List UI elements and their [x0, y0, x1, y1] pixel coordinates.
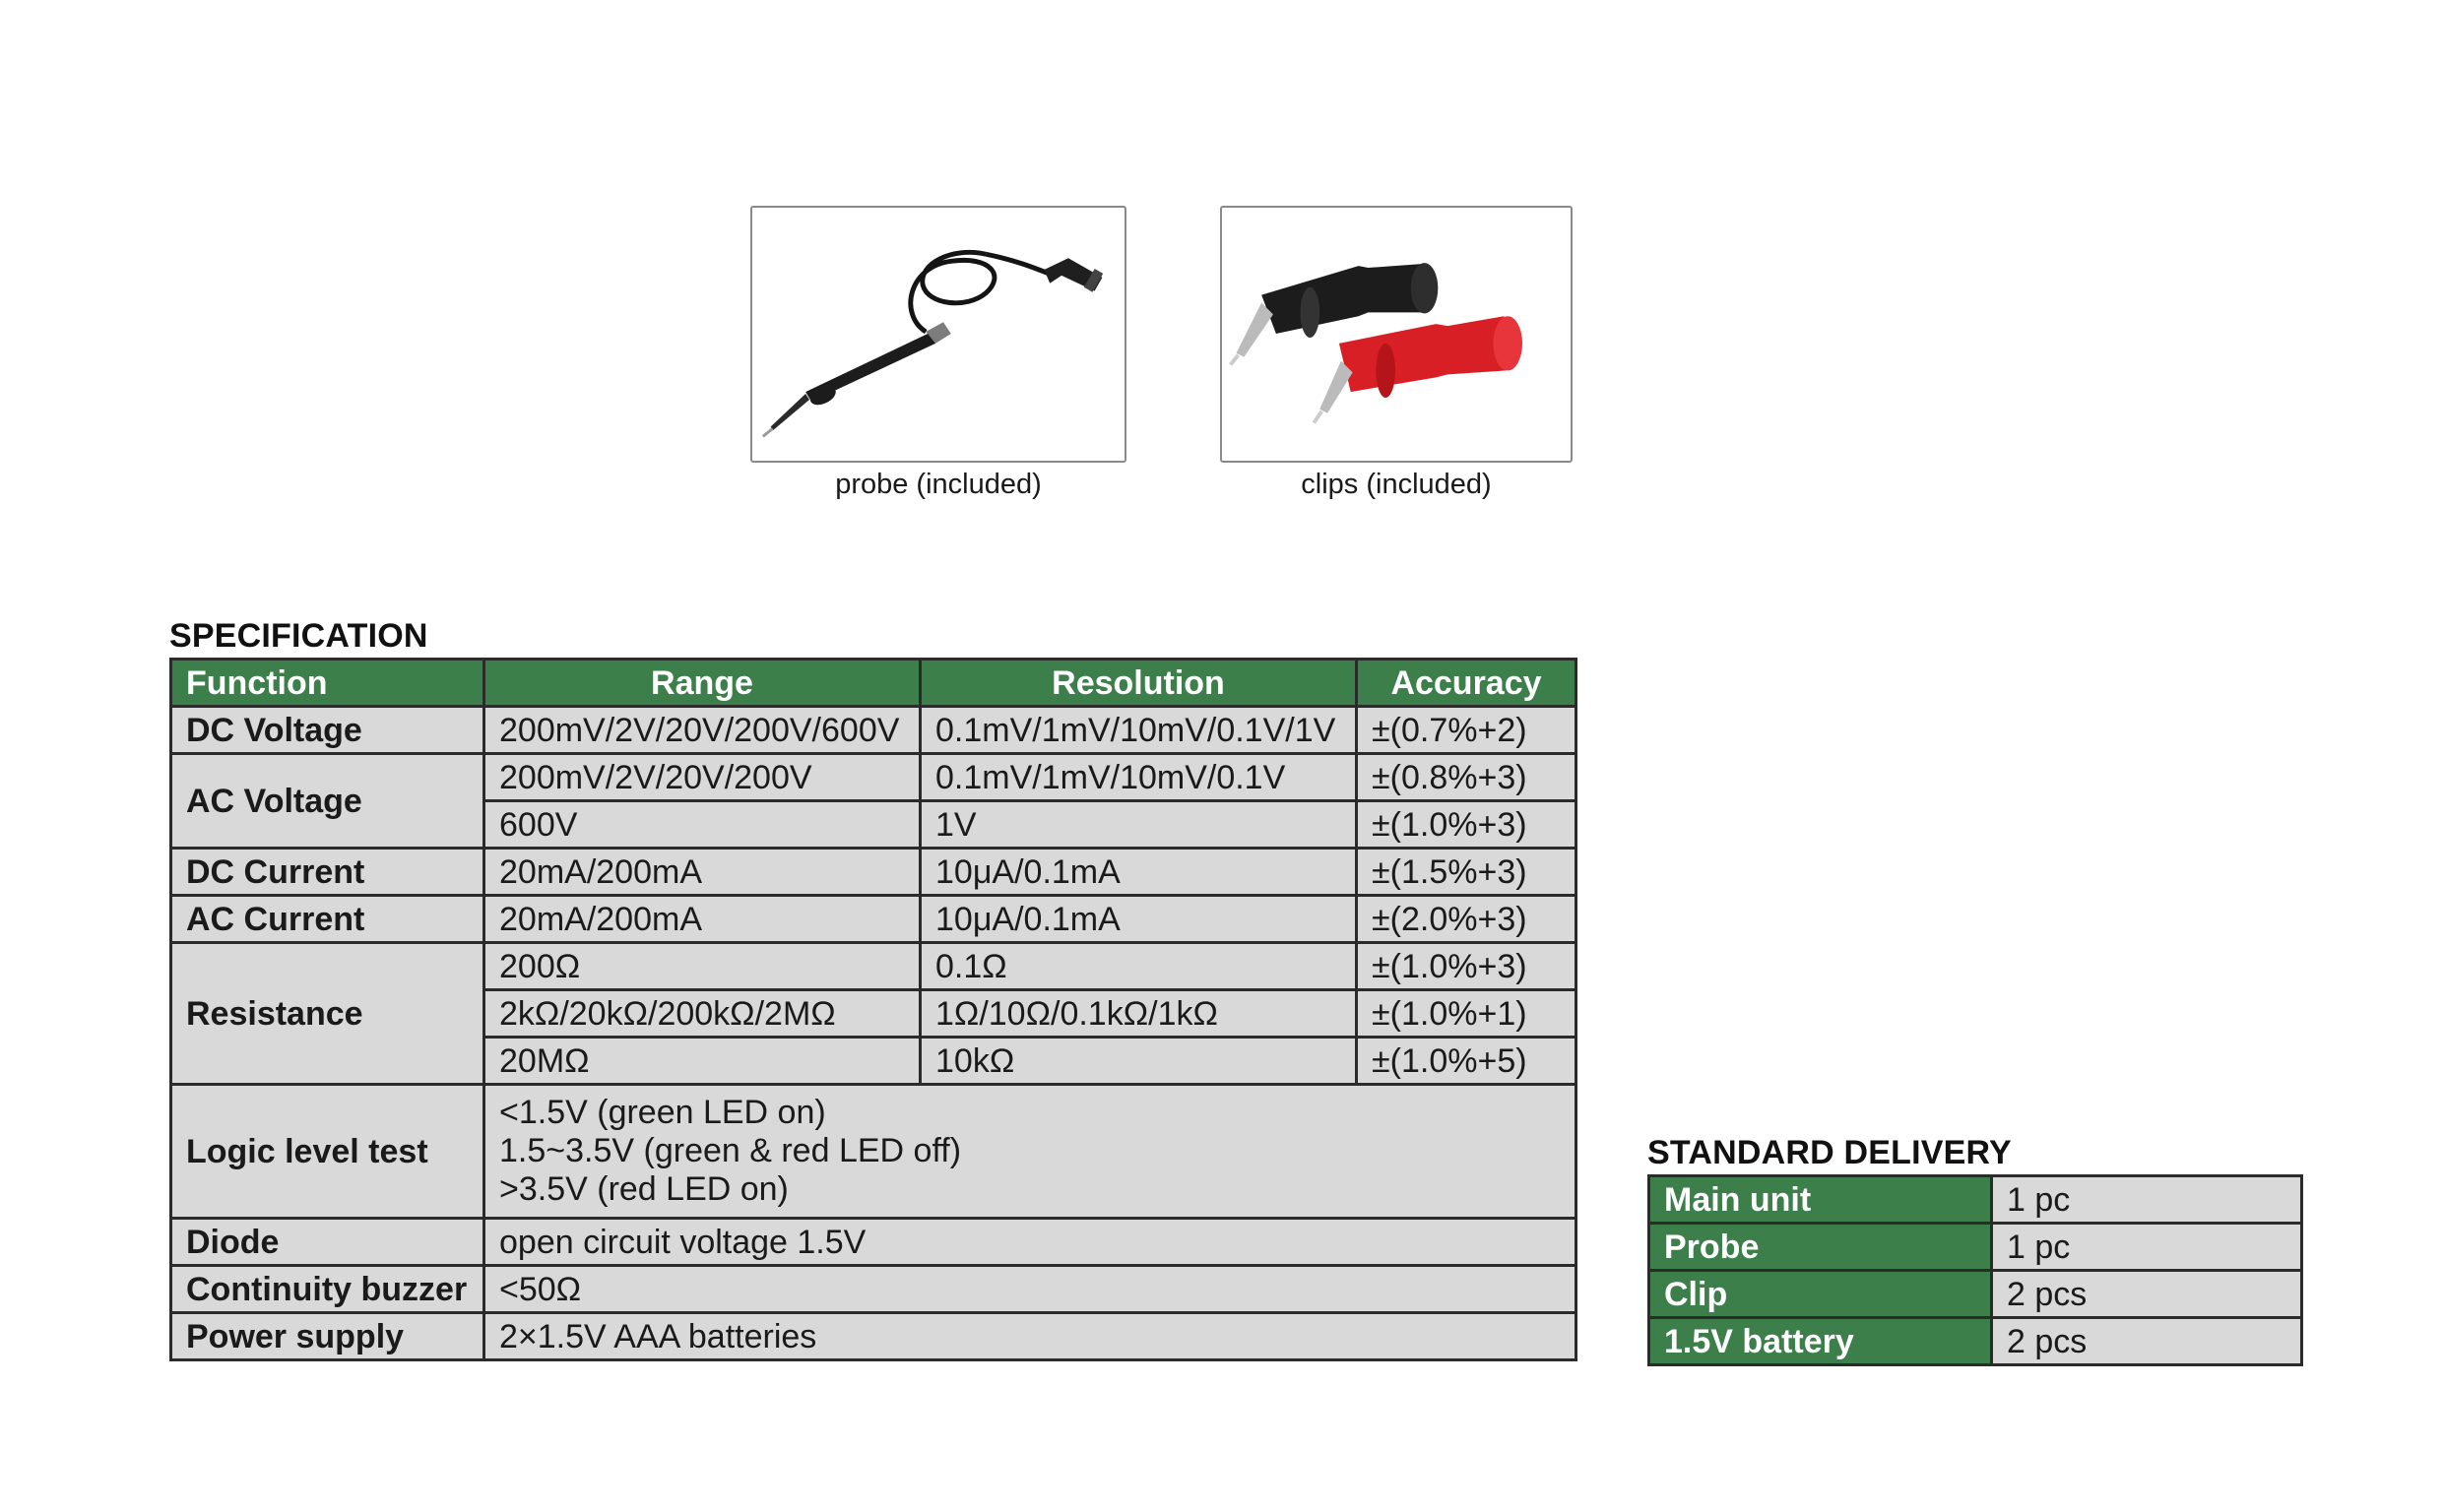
delivery-qty: 1 pc [1992, 1176, 2302, 1224]
range-cell: 20MΩ [484, 1038, 921, 1085]
table-row [171, 896, 1576, 943]
table-row [171, 1219, 1576, 1266]
range-cell: 20mA/200mA [484, 896, 921, 943]
function-continuity: Continuity buzzer [171, 1266, 484, 1313]
table-row [171, 943, 1576, 990]
spec-header-row [171, 660, 1576, 707]
delivery-item: Main unit [1649, 1176, 1992, 1224]
function-dc-current: DC Current [171, 849, 484, 896]
range-cell: 600V [484, 801, 921, 849]
range-cell: 2kΩ/20kΩ/200kΩ/2MΩ [484, 990, 921, 1038]
resolution-cell: 10μA/0.1mA [921, 849, 1357, 896]
table-row [171, 1266, 1576, 1313]
delivery-table [1647, 1174, 2303, 1366]
table-row [171, 754, 1576, 801]
accuracy-cell: ±(1.0%+1) [1357, 990, 1576, 1038]
range-cell: 200mV/2V/20V/200V/600V [484, 707, 921, 754]
accuracy-cell: ±(1.5%+3) [1357, 849, 1576, 896]
function-resistance: Resistance [171, 943, 484, 1085]
function-ac-voltage: AC Voltage [171, 754, 484, 849]
function-logic-level: Logic level test [171, 1085, 484, 1219]
table-row [1649, 1176, 2302, 1224]
power-supply-value: 2×1.5V AAA batteries [484, 1313, 1576, 1360]
table-row [171, 1085, 1576, 1219]
probe-photo [750, 206, 1126, 463]
specification-table [169, 658, 1577, 1361]
probe-caption: probe (included) [835, 469, 1042, 500]
resolution-cell: 1V [921, 801, 1357, 849]
table-row [171, 1313, 1576, 1360]
header-accuracy: Accuracy [1357, 660, 1576, 707]
logic-level-values [484, 1085, 1576, 1219]
accuracy-cell: ±(0.8%+3) [1357, 754, 1576, 801]
accuracy-cell: ±(0.7%+2) [1357, 707, 1576, 754]
delivery-qty: 2 pcs [1992, 1271, 2302, 1318]
range-cell: 20mA/200mA [484, 849, 921, 896]
resolution-cell: 10μA/0.1mA [921, 896, 1357, 943]
accuracy-cell: ±(1.0%+5) [1357, 1038, 1576, 1085]
probe-image [752, 208, 1125, 461]
logic-line: <1.5V (green LED on) [499, 1094, 826, 1131]
function-power-supply: Power supply [171, 1313, 484, 1360]
specification-title: SPECIFICATION [169, 617, 428, 655]
clips-photo [1220, 206, 1573, 463]
range-cell: 200mV/2V/20V/200V [484, 754, 921, 801]
table-row [1649, 1224, 2302, 1271]
table-row [1649, 1318, 2302, 1365]
resolution-cell: 1Ω/10Ω/0.1kΩ/1kΩ [921, 990, 1357, 1038]
table-row [1649, 1271, 2302, 1318]
delivery-qty: 2 pcs [1992, 1318, 2302, 1365]
table-row [171, 849, 1576, 896]
logic-line: >3.5V (red LED on) [499, 1170, 789, 1208]
header-range: Range [484, 660, 921, 707]
table-row [171, 707, 1576, 754]
resolution-cell: 0.1Ω [921, 943, 1357, 990]
diode-value: open circuit voltage 1.5V [484, 1219, 1576, 1266]
function-ac-current: AC Current [171, 896, 484, 943]
resolution-cell: 10kΩ [921, 1038, 1357, 1085]
resolution-cell: 0.1mV/1mV/10mV/0.1V/1V [921, 707, 1357, 754]
delivery-item: Probe [1649, 1224, 1992, 1271]
accuracy-cell: ±(2.0%+3) [1357, 896, 1576, 943]
delivery-qty: 1 pc [1992, 1224, 2302, 1271]
clips-caption: clips (included) [1301, 469, 1492, 500]
accuracy-cell: ±(1.0%+3) [1357, 801, 1576, 849]
delivery-item: 1.5V battery [1649, 1318, 1992, 1365]
logic-line: 1.5~3.5V (green & red LED off) [499, 1132, 962, 1169]
function-dc-voltage: DC Voltage [171, 707, 484, 754]
header-resolution: Resolution [921, 660, 1357, 707]
function-diode: Diode [171, 1219, 484, 1266]
accuracy-cell: ±(1.0%+3) [1357, 943, 1576, 990]
continuity-value: <50Ω [484, 1266, 1576, 1313]
clips-image [1222, 208, 1571, 461]
header-function: Function [171, 660, 484, 707]
range-cell: 200Ω [484, 943, 921, 990]
delivery-item: Clip [1649, 1271, 1992, 1318]
delivery-title: STANDARD DELIVERY [1647, 1134, 2012, 1171]
resolution-cell: 0.1mV/1mV/10mV/0.1V [921, 754, 1357, 801]
